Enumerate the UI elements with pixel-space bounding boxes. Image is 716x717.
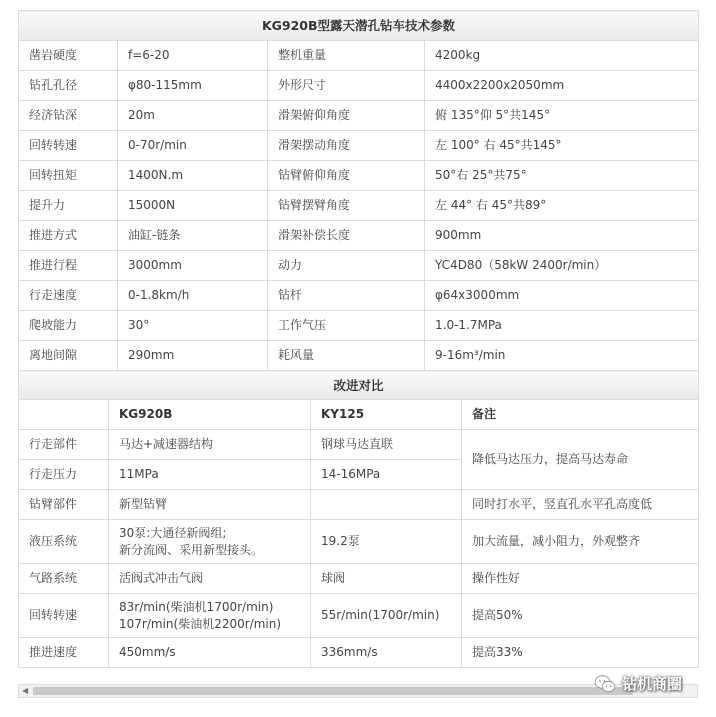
- spec-value: 油缸-链条: [118, 221, 268, 251]
- table-row: [19, 281, 699, 311]
- spec-value-2: 左 100° 右 45°共145°: [425, 131, 699, 161]
- row-ky125: 钢球马达直联: [311, 430, 462, 460]
- row-ky125: 球阀: [311, 564, 462, 594]
- spec-label-2: 钻杆: [268, 281, 425, 311]
- compare-table: [18, 370, 699, 668]
- table-row: [19, 131, 699, 161]
- spec-value-2: 9-16m³/min: [425, 341, 699, 371]
- row-kg920b: 马达+减速器结构: [109, 430, 311, 460]
- spec-label: 钻孔孔径: [19, 71, 118, 101]
- spec-title-row: [19, 11, 699, 41]
- row-kg920b-line2: 107r/min(柴油机2200r/min): [119, 616, 282, 631]
- spec-label-2: 滑架摆动角度: [268, 131, 425, 161]
- row-kg920b: 450mm/s: [109, 638, 311, 668]
- spec-label: 凿岩硬度: [19, 41, 118, 71]
- scrollbar-thumb[interactable]: [33, 687, 633, 695]
- row-item: 钻臂部件: [19, 490, 109, 520]
- header-ky125: KY125: [311, 400, 462, 430]
- spec-label-2: 外形尺寸: [268, 71, 425, 101]
- spec-value-2: YC4D80（58kW 2400r/min）: [425, 251, 699, 281]
- spec-table-title: KG920B型露天潜孔钻车技术参数: [19, 11, 699, 41]
- row-note: 加大流量，减小阻力，外观整齐: [462, 520, 699, 564]
- compare-header-row: [19, 400, 699, 430]
- spec-label: 推进方式: [19, 221, 118, 251]
- content-area: [18, 10, 698, 668]
- table-row: [19, 311, 699, 341]
- spec-label-2: 动力: [268, 251, 425, 281]
- row-item: 行走压力: [19, 460, 109, 490]
- row-ky125: 14-16MPa: [311, 460, 462, 490]
- table-row: [19, 520, 699, 564]
- row-kg920b-line1: 30泵:大通径新阀组;: [119, 525, 227, 540]
- row-kg920b: 11MPa: [109, 460, 311, 490]
- row-ky125: 336mm/s: [311, 638, 462, 668]
- table-row: [19, 41, 699, 71]
- spec-value: 30°: [118, 311, 268, 341]
- table-row: [19, 638, 699, 668]
- spec-label: 行走速度: [19, 281, 118, 311]
- compare-title-row: [19, 371, 699, 400]
- spec-value-2: 1.0-1.7MPa: [425, 311, 699, 341]
- spec-table: [18, 10, 699, 371]
- table-row: [19, 490, 699, 520]
- spec-value: 1400N.m: [118, 161, 268, 191]
- scroll-left-arrow-icon[interactable]: ◀: [22, 686, 29, 695]
- spec-value-2: φ64x3000mm: [425, 281, 699, 311]
- table-row: [19, 564, 699, 594]
- spec-label-2: 钻臂摆臂角度: [268, 191, 425, 221]
- spec-value: 290mm: [118, 341, 268, 371]
- row-kg920b: [109, 520, 311, 564]
- spec-label: 提升力: [19, 191, 118, 221]
- table-row: [19, 71, 699, 101]
- table-row: [19, 430, 699, 460]
- row-kg920b-line1: 83r/min(柴油机1700r/min): [119, 599, 274, 614]
- row-note: 提高50%: [462, 594, 699, 638]
- spec-label-2: 滑架补偿长度: [268, 221, 425, 251]
- row-item: 回转转速: [19, 594, 109, 638]
- table-row: [19, 594, 699, 638]
- spec-value: φ80-115mm: [118, 71, 268, 101]
- table-row: [19, 161, 699, 191]
- row-note: 操作性好: [462, 564, 699, 594]
- spec-value: 20m: [118, 101, 268, 131]
- row-ky125: 55r/min(1700r/min): [311, 594, 462, 638]
- spec-value-2: 4400x2200x2050mm: [425, 71, 699, 101]
- row-ky125: 19.2泵: [311, 520, 462, 564]
- spec-value-2: 左 44° 右 45°共89°: [425, 191, 699, 221]
- row-note-merged: 降低马达压力，提高马达寿命: [462, 430, 699, 490]
- row-kg920b: 活阀式冲击气阀: [109, 564, 311, 594]
- row-kg920b-line2: 新分流阀、采用新型接头。: [119, 542, 264, 557]
- table-row: [19, 341, 699, 371]
- header-empty: [19, 400, 109, 430]
- spec-value-2: 50°右 25°共75°: [425, 161, 699, 191]
- row-kg920b: [109, 594, 311, 638]
- row-note: 提高33%: [462, 638, 699, 668]
- row-item: 推进速度: [19, 638, 109, 668]
- row-item: 液压系统: [19, 520, 109, 564]
- spec-value: 3000mm: [118, 251, 268, 281]
- row-kg920b: 新型钻臂: [109, 490, 311, 520]
- table-row: [19, 191, 699, 221]
- compare-table-title: 改进对比: [19, 371, 699, 400]
- row-item: 气路系统: [19, 564, 109, 594]
- spec-value: 0-1.8km/h: [118, 281, 268, 311]
- row-note: 同时打水平，竖直孔水平孔高度低: [462, 490, 699, 520]
- table-row: [19, 101, 699, 131]
- header-kg920b: KG920B: [109, 400, 311, 430]
- spec-label: 经济钻深: [19, 101, 118, 131]
- spec-label: 离地间隙: [19, 341, 118, 371]
- spec-label-2: 钻臂俯仰角度: [268, 161, 425, 191]
- spec-value-2: 4200kg: [425, 41, 699, 71]
- spec-label-2: 整机重量: [268, 41, 425, 71]
- spec-label: 爬坡能力: [19, 311, 118, 341]
- spec-value: f=6-20: [118, 41, 268, 71]
- header-note: 备注: [462, 400, 699, 430]
- wechat-icon: [594, 674, 616, 694]
- spec-label: 推进行程: [19, 251, 118, 281]
- spec-label: 回转扭矩: [19, 161, 118, 191]
- row-item: 行走部件: [19, 430, 109, 460]
- spec-label-2: 工作气压: [268, 311, 425, 341]
- spec-value-2: 900mm: [425, 221, 699, 251]
- spec-value-2: 俯 135°仰 5°共145°: [425, 101, 699, 131]
- spec-value: 15000N: [118, 191, 268, 221]
- table-row: [19, 251, 699, 281]
- row-ky125: [311, 490, 462, 520]
- table-row: [19, 221, 699, 251]
- watermark-text: 钻机商圈: [622, 675, 683, 693]
- spec-value: 0-70r/min: [118, 131, 268, 161]
- spec-label: 回转转速: [19, 131, 118, 161]
- watermark: [594, 673, 682, 694]
- spec-label-2: 耗风量: [268, 341, 425, 371]
- spec-label-2: 滑架俯仰角度: [268, 101, 425, 131]
